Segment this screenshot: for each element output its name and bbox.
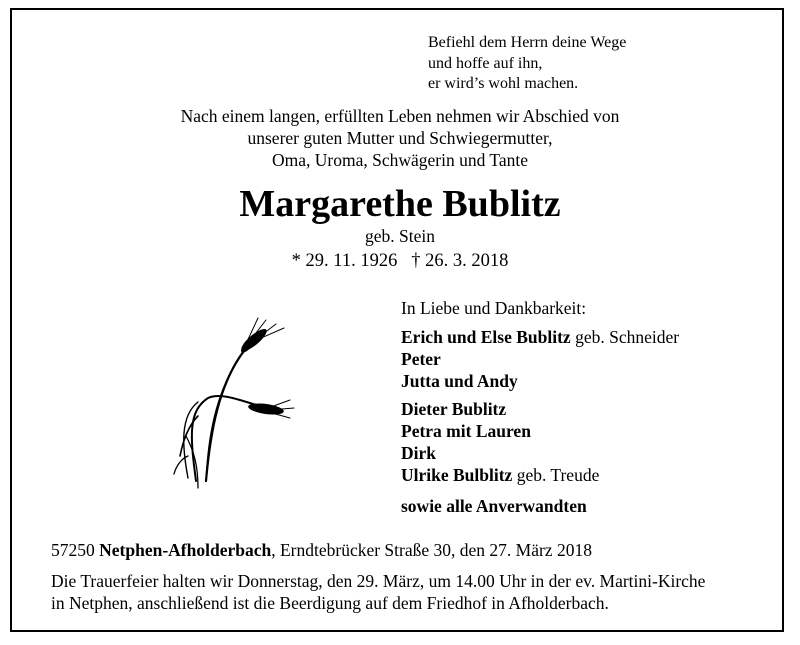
family-heading: In Liebe und Dankbarkeit:	[401, 298, 587, 318]
notice-border	[10, 8, 784, 632]
family-entry: Dirk	[401, 443, 436, 463]
deceased-name: Margarethe Bublitz	[239, 183, 561, 225]
wheat-illustration	[168, 316, 298, 496]
verse-line: er wird’s wohl machen.	[428, 75, 579, 92]
service-line: Die Trauerfeier halten wir Donnerstag, den 29. März, um 14.00 Uhr in der ev. Martini-Kirche	[51, 571, 706, 591]
family-entry: Ulrike Bulblitz geb. Treude	[401, 465, 600, 485]
family-entry: Dieter Bublitz	[401, 399, 507, 419]
family-entry: Jutta und Andy	[401, 371, 518, 391]
address-line: 57250 Netphen-Afholderbach, Erndtebrücker Straße 30, den 27. März 2018	[51, 540, 592, 560]
family-entry: Erich und Else Bublitz geb. Schneider	[401, 327, 680, 347]
relatives-closing: sowie alle Anverwandten	[401, 496, 587, 516]
bible-verse	[428, 33, 626, 95]
service-line: in Netphen, anschließend ist die Beerdigung auf dem Friedhof in Afholderbach.	[51, 593, 609, 613]
birth-date: * 29. 11. 1926	[291, 251, 398, 271]
family-entry: Petra mit Lauren	[401, 421, 531, 441]
intro-line: Oma, Uroma, Schwägerin und Tante	[271, 150, 529, 170]
intro-line: unserer guten Mutter und Schwiegermutter,	[247, 128, 553, 148]
family-entry: Peter	[401, 349, 441, 369]
death-date: † 26. 3. 2018	[411, 251, 509, 271]
verse-line: und hoffe auf ihn,	[428, 54, 543, 72]
life-dates	[0, 251, 800, 271]
intro-line: Nach einem langen, erfüllten Leben nehmen wir Abschied von	[180, 106, 620, 126]
maiden-name: geb. Stein	[365, 226, 435, 246]
verse-line: Befiehl dem Herrn deine Wege	[428, 34, 627, 51]
